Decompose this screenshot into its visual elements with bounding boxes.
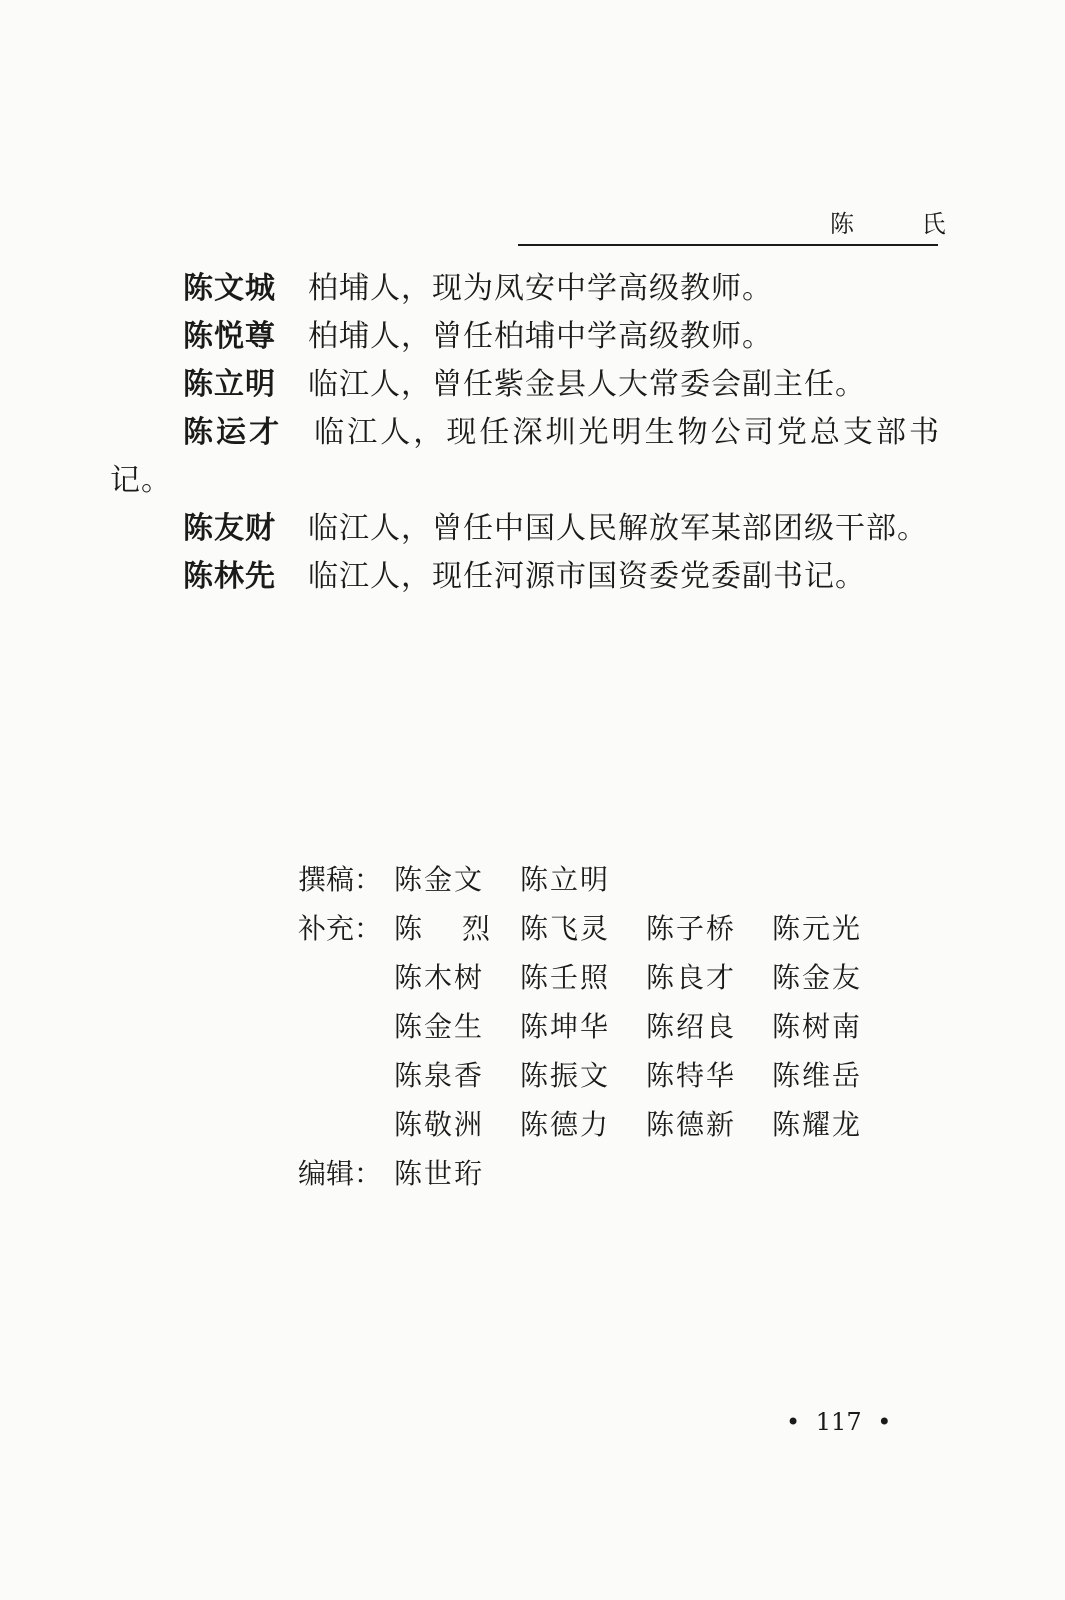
biography-entry: [110, 553, 940, 601]
contributor-name: 陈敬洲: [394, 1108, 485, 1141]
writers-label: 撰稿：: [298, 863, 383, 896]
supplement-row: [298, 1051, 898, 1100]
contributor-name: 陈绍良: [646, 1010, 737, 1043]
contributor-name: 陈元光: [772, 912, 863, 945]
contributor-name: 陈良才: [646, 961, 737, 994]
person-description: 柏埔人，曾任柏埔中学高级教师。: [308, 319, 773, 354]
contributor-name: 陈烈: [394, 912, 531, 945]
contributor-name: 陈维岳: [772, 1059, 863, 1092]
contributor-name: 陈飞灵: [520, 912, 611, 945]
person-name: 陈友财: [183, 511, 276, 546]
writer-name: 陈立明: [520, 863, 611, 896]
person-name: 陈立明: [183, 367, 276, 402]
writers-row: [298, 855, 898, 904]
supplement-row: [298, 953, 898, 1002]
biography-entries: [110, 265, 940, 601]
biography-entry: [110, 313, 940, 361]
contributor-name: 陈泉香: [394, 1059, 485, 1092]
page-number: • 117 •: [786, 1408, 892, 1436]
person-description: 柏埔人，现为凤安中学高级教师。: [308, 271, 773, 306]
header-rule: [518, 244, 938, 246]
contributor-name: 陈耀龙: [772, 1108, 863, 1141]
contributor-name: 陈金友: [772, 961, 863, 994]
person-description: 临江人，曾任紫金县人大常委会副主任。: [308, 367, 866, 402]
contributor-name: 陈木树: [394, 961, 485, 994]
contributor-name: 陈子桥: [646, 912, 737, 945]
credits-block: [298, 855, 898, 1198]
person-name: 陈文城: [183, 271, 276, 306]
biography-entry: [110, 505, 940, 553]
supplement-row: [298, 1002, 898, 1051]
person-name: 陈悦尊: [183, 319, 276, 354]
contributor-name: 陈壬照: [520, 961, 611, 994]
supplement-row: [298, 904, 898, 953]
contributor-name: 陈振文: [520, 1059, 611, 1092]
person-description: 临江人，现任深圳光明生物公司党总支部书记。: [110, 415, 941, 498]
contributor-name: 陈特华: [646, 1059, 737, 1092]
editor-label: 编辑：: [298, 1157, 383, 1190]
editor-name: 陈世珩: [394, 1157, 485, 1190]
person-name: 陈林先: [183, 559, 276, 594]
person-description: 临江人，现任河源市国资委党委副书记。: [308, 559, 866, 594]
contributor-name: 陈德新: [646, 1108, 737, 1141]
biography-entry: [110, 265, 940, 313]
editor-row: [298, 1149, 898, 1198]
biography-entry: [110, 361, 940, 409]
writer-name: 陈金文: [394, 863, 485, 896]
biography-entry: [110, 409, 940, 505]
contributor-name: 陈金生: [394, 1010, 485, 1043]
contributor-name: 陈德力: [520, 1108, 611, 1141]
supplement-label: 补充：: [298, 912, 383, 945]
person-name: 陈运才: [183, 415, 283, 450]
person-description: 临江人，曾任中国人民解放军某部团级干部。: [308, 511, 928, 546]
supplement-row: [298, 1100, 898, 1149]
running-head: 陈 氏: [830, 210, 976, 238]
contributor-name: 陈坤华: [520, 1010, 611, 1043]
contributor-name: 陈树南: [772, 1010, 863, 1043]
